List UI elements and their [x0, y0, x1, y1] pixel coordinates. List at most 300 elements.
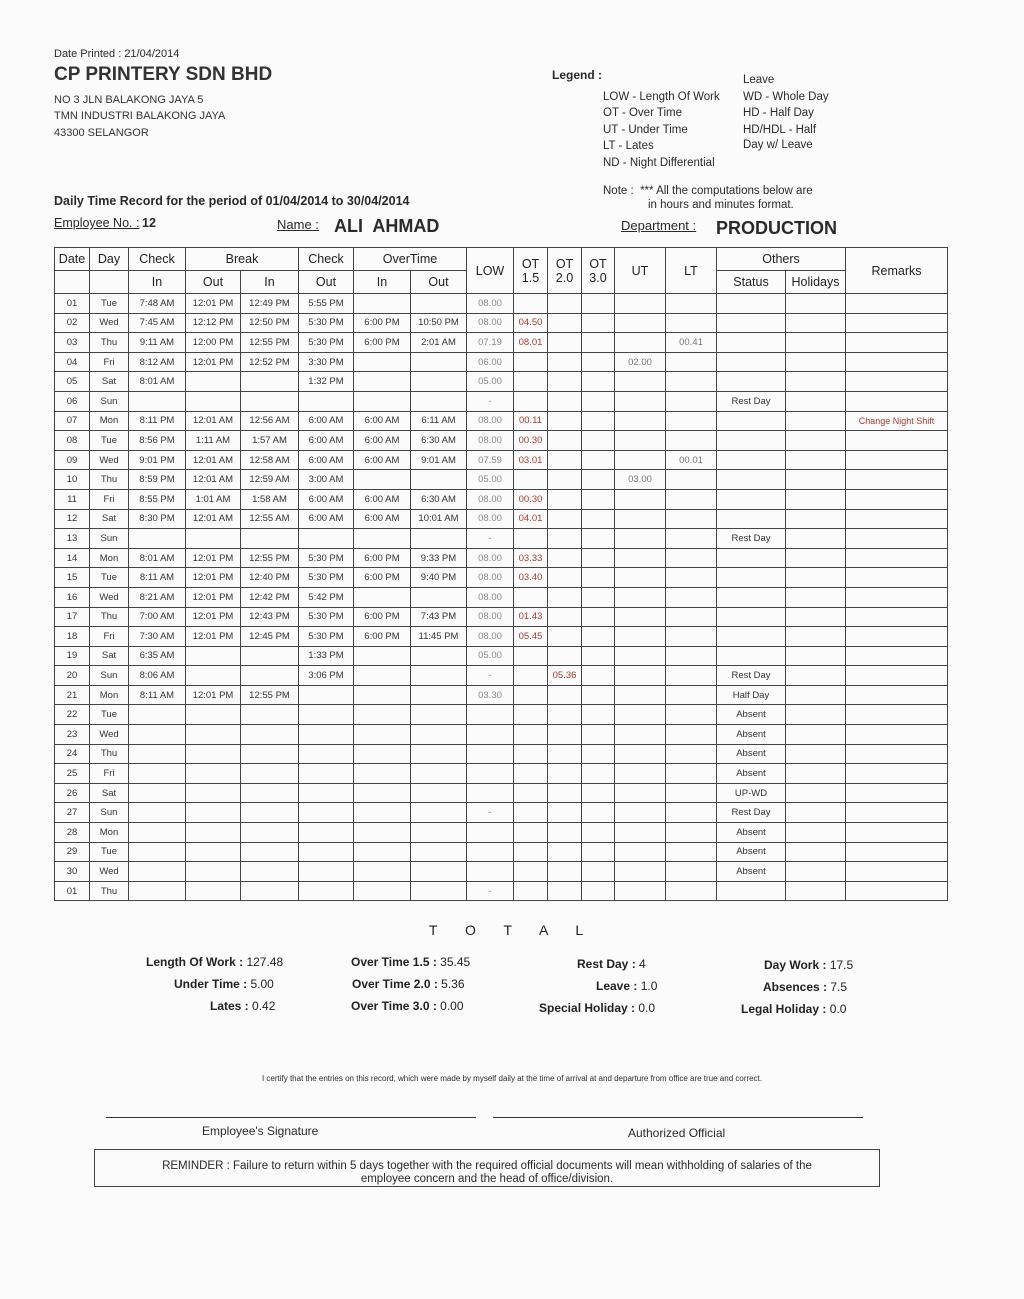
ot20-cell	[548, 587, 582, 607]
col-lt: LT	[666, 248, 717, 294]
ot30-cell	[582, 666, 615, 686]
reminder-line-2: employee concern and the head of office/division.	[360, 1173, 614, 1185]
day-cell: Wed	[90, 725, 129, 745]
ut-cell	[615, 823, 666, 843]
status-cell	[717, 881, 786, 901]
ot-in-cell: 6:00 AM	[354, 509, 411, 529]
date-cell: 23	[55, 725, 90, 745]
ot-in-cell	[354, 294, 411, 314]
ot30-cell	[582, 783, 615, 803]
break-in-cell: 12:45 PM	[241, 627, 299, 647]
ot20-cell	[548, 372, 582, 392]
ot20-cell	[548, 294, 582, 314]
check-out-cell	[299, 842, 354, 862]
ot-out-cell	[411, 294, 467, 314]
ot20-cell	[548, 881, 582, 901]
ut-cell	[615, 705, 666, 725]
break-out-cell	[186, 725, 241, 745]
remarks-cell: Change Night Shift	[846, 411, 948, 431]
ot30-cell	[582, 470, 615, 490]
break-in-cell	[241, 842, 299, 862]
holidays-cell	[786, 803, 846, 823]
ot15-cell	[514, 744, 548, 764]
check-out-cell: 1:33 PM	[299, 646, 354, 666]
col-check-in: In	[129, 271, 186, 294]
ot15-cell: 00.11	[514, 411, 548, 431]
check-in-cell	[129, 744, 186, 764]
remarks-cell	[846, 646, 948, 666]
check-in-cell: 8:12 AM	[129, 352, 186, 372]
col-status: Status	[717, 271, 786, 294]
ot20-cell	[548, 685, 582, 705]
table-row	[55, 294, 948, 314]
ot-in-cell	[354, 666, 411, 686]
status-cell: Absent	[717, 705, 786, 725]
ot-in-cell	[354, 783, 411, 803]
ot15-cell	[514, 803, 548, 823]
check-out-cell: 5:30 PM	[299, 568, 354, 588]
break-in-cell: 12:49 PM	[241, 294, 299, 314]
status-cell	[717, 294, 786, 314]
date-cell: 20	[55, 666, 90, 686]
day-cell: Mon	[90, 823, 129, 843]
low-cell: 08.00	[467, 607, 514, 627]
ot15-cell: 00.30	[514, 431, 548, 451]
check-in-cell	[129, 725, 186, 745]
ot-in-cell: 6:00 PM	[354, 568, 411, 588]
ot-in-cell	[354, 391, 411, 411]
table-row	[55, 803, 948, 823]
date-cell: 04	[55, 352, 90, 372]
low-cell: 03.30	[467, 685, 514, 705]
ut-cell	[615, 862, 666, 882]
break-out-cell: 12:01 PM	[186, 294, 241, 314]
ot-out-cell: 10:50 PM	[411, 313, 467, 333]
ut-cell	[615, 509, 666, 529]
ot-out-cell	[411, 646, 467, 666]
table-row	[55, 352, 948, 372]
remarks-cell	[846, 391, 948, 411]
status-cell	[717, 509, 786, 529]
day-cell: Wed	[90, 862, 129, 882]
ot20-cell	[548, 470, 582, 490]
ot15-cell: 04.50	[514, 313, 548, 333]
address-line-2: TMN INDUSTRI BALAKONG JAYA	[54, 110, 226, 122]
check-out-cell: 3:06 PM	[299, 666, 354, 686]
check-out-cell	[299, 881, 354, 901]
lt-cell	[666, 823, 717, 843]
lt-cell	[666, 313, 717, 333]
total-leave: Leave : 1.0	[596, 979, 658, 993]
day-cell: Thu	[90, 333, 129, 353]
ot15-cell	[514, 842, 548, 862]
total-ot-15: Over Time 1.5 : 35.45	[351, 955, 471, 969]
low-cell	[467, 744, 514, 764]
ut-cell	[615, 803, 666, 823]
holidays-cell	[786, 391, 846, 411]
holidays-cell	[786, 372, 846, 392]
low-cell: 05.00	[467, 470, 514, 490]
ot-out-cell	[411, 372, 467, 392]
table-row	[55, 489, 948, 509]
ot-out-cell: 7:43 PM	[411, 607, 467, 627]
break-out-cell: 12:01 PM	[186, 587, 241, 607]
date-cell: 18	[55, 627, 90, 647]
holidays-cell	[786, 627, 846, 647]
break-out-cell: 12:01 AM	[186, 470, 241, 490]
ot-out-cell	[411, 764, 467, 784]
ot30-cell	[582, 607, 615, 627]
check-in-cell: 8:06 AM	[129, 666, 186, 686]
ot20-cell	[548, 725, 582, 745]
ut-cell	[615, 391, 666, 411]
break-out-cell	[186, 842, 241, 862]
remarks-cell	[846, 470, 948, 490]
break-in-cell: 12:55 PM	[241, 333, 299, 353]
ot30-cell	[582, 823, 615, 843]
ot-out-cell	[411, 587, 467, 607]
break-in-cell: 12:55 PM	[241, 548, 299, 568]
status-cell	[717, 627, 786, 647]
legend-item: Leave	[743, 74, 775, 86]
check-in-cell	[129, 823, 186, 843]
holidays-cell	[786, 450, 846, 470]
break-in-cell	[241, 372, 299, 392]
low-cell	[467, 842, 514, 862]
date-cell: 16	[55, 587, 90, 607]
ot20-cell	[548, 803, 582, 823]
break-in-cell: 12:55 PM	[241, 685, 299, 705]
ot-out-cell: 6:30 AM	[411, 431, 467, 451]
ot30-cell	[582, 294, 615, 314]
ut-cell	[615, 372, 666, 392]
remarks-cell	[846, 744, 948, 764]
check-in-cell	[129, 783, 186, 803]
legend-item: UT - Under Time	[603, 124, 688, 136]
col-ut: UT	[615, 248, 666, 294]
lt-cell	[666, 352, 717, 372]
lt-cell	[666, 489, 717, 509]
col-holidays: Holidays	[786, 271, 846, 294]
holidays-cell	[786, 705, 846, 725]
lt-cell	[666, 294, 717, 314]
break-in-cell	[241, 391, 299, 411]
status-cell: Rest Day	[717, 391, 786, 411]
low-cell: 08.00	[467, 313, 514, 333]
ut-cell	[615, 607, 666, 627]
day-cell: Thu	[90, 607, 129, 627]
authorized-official-label: Authorized Official	[628, 1126, 726, 1140]
break-in-cell	[241, 529, 299, 549]
day-cell: Tue	[90, 294, 129, 314]
ot20-cell	[548, 823, 582, 843]
date-cell: 28	[55, 823, 90, 843]
employee-no-label: Employee No. :	[54, 216, 140, 230]
break-in-cell: 12:55 AM	[241, 509, 299, 529]
ot-out-cell	[411, 725, 467, 745]
table-row	[55, 744, 948, 764]
break-out-cell: 12:01 AM	[186, 411, 241, 431]
remarks-cell	[846, 627, 948, 647]
holidays-cell	[786, 685, 846, 705]
holidays-cell	[786, 352, 846, 372]
holidays-cell	[786, 489, 846, 509]
date-cell: 29	[55, 842, 90, 862]
ot30-cell	[582, 881, 615, 901]
remarks-cell	[846, 548, 948, 568]
table-row	[55, 823, 948, 843]
status-cell: Absent	[717, 842, 786, 862]
ot-out-cell: 9:40 PM	[411, 568, 467, 588]
legend-item: LOW - Length Of Work	[603, 91, 720, 103]
ot30-cell	[582, 431, 615, 451]
date-cell: 25	[55, 764, 90, 784]
check-out-cell: 3:00 AM	[299, 470, 354, 490]
table-row	[55, 568, 948, 588]
break-out-cell: 12:01 PM	[186, 627, 241, 647]
holidays-cell	[786, 607, 846, 627]
holidays-cell	[786, 842, 846, 862]
break-out-cell	[186, 372, 241, 392]
ot15-cell	[514, 391, 548, 411]
day-cell: Mon	[90, 685, 129, 705]
check-out-cell	[299, 823, 354, 843]
ot30-cell	[582, 548, 615, 568]
remarks-cell	[846, 803, 948, 823]
lt-cell	[666, 411, 717, 431]
legend-item: Day w/ Leave	[743, 139, 813, 151]
break-out-cell	[186, 862, 241, 882]
low-cell: 08.00	[467, 431, 514, 451]
table-row	[55, 764, 948, 784]
low-cell: -	[467, 803, 514, 823]
note-label: Note :	[603, 185, 634, 197]
ut-cell	[615, 783, 666, 803]
break-out-cell: 12:01 PM	[186, 685, 241, 705]
table-row	[55, 627, 948, 647]
department-label: Department :	[621, 218, 697, 233]
break-in-cell	[241, 803, 299, 823]
ot20-cell	[548, 862, 582, 882]
ot30-cell	[582, 391, 615, 411]
break-out-cell: 12:01 PM	[186, 548, 241, 568]
check-out-cell: 5:42 PM	[299, 587, 354, 607]
day-cell: Fri	[90, 627, 129, 647]
status-cell: Rest Day	[717, 529, 786, 549]
status-cell	[717, 372, 786, 392]
ut-cell	[615, 313, 666, 333]
day-cell: Sun	[90, 529, 129, 549]
col-low: LOW	[467, 248, 514, 294]
name-label: Name :	[277, 217, 319, 232]
check-in-cell	[129, 529, 186, 549]
break-out-cell	[186, 705, 241, 725]
ut-cell	[615, 842, 666, 862]
ot15-cell	[514, 764, 548, 784]
ot-in-cell: 6:00 AM	[354, 431, 411, 451]
break-in-cell: 12:58 AM	[241, 450, 299, 470]
reminder-line-1: REMINDER : Failure to return within 5 days together with the required official documents will mean withholding of salaries of the	[162, 1160, 812, 1172]
remarks-cell	[846, 842, 948, 862]
department-value: PRODUCTION	[716, 218, 837, 238]
day-cell: Mon	[90, 548, 129, 568]
status-cell	[717, 450, 786, 470]
check-in-cell	[129, 391, 186, 411]
date-cell: 15	[55, 568, 90, 588]
break-out-cell: 1:01 AM	[186, 489, 241, 509]
ot-out-cell	[411, 744, 467, 764]
date-cell: 09	[55, 450, 90, 470]
ot-in-cell	[354, 470, 411, 490]
break-in-cell: 12:43 PM	[241, 607, 299, 627]
col-break-in: In	[241, 271, 299, 294]
official-signature-line[interactable]	[493, 1117, 863, 1118]
break-in-cell	[241, 823, 299, 843]
legend-item: LT - Lates	[603, 140, 654, 152]
ot-in-cell: 6:00 PM	[354, 607, 411, 627]
check-in-cell: 8:21 AM	[129, 587, 186, 607]
ot-in-cell: 6:00 PM	[354, 313, 411, 333]
ot20-cell	[548, 529, 582, 549]
period-title: Daily Time Record for the period of 01/04/2014 to 30/04/2014	[54, 194, 410, 208]
holidays-cell	[786, 333, 846, 353]
break-in-cell	[241, 646, 299, 666]
break-in-cell	[241, 725, 299, 745]
col-break-group: Break	[186, 248, 299, 271]
day-cell: Sun	[90, 391, 129, 411]
break-in-cell	[241, 705, 299, 725]
holidays-cell	[786, 725, 846, 745]
table-row	[55, 313, 948, 333]
holidays-cell	[786, 313, 846, 333]
ot15-cell	[514, 372, 548, 392]
check-out-cell	[299, 391, 354, 411]
ot20-cell	[548, 352, 582, 372]
ot20-cell: 05.36	[548, 666, 582, 686]
col-overtime-group: OverTime	[354, 248, 467, 271]
lt-cell	[666, 529, 717, 549]
ot30-cell	[582, 313, 615, 333]
break-out-cell	[186, 803, 241, 823]
ot-out-cell	[411, 823, 467, 843]
holidays-cell	[786, 509, 846, 529]
holidays-cell	[786, 744, 846, 764]
ot20-cell	[548, 744, 582, 764]
note-text: *** All the computations below are	[640, 185, 813, 197]
holidays-cell	[786, 783, 846, 803]
low-cell: 08.00	[467, 587, 514, 607]
table-row	[55, 372, 948, 392]
col-check-out-group: Check	[299, 248, 354, 271]
ot-in-cell	[354, 764, 411, 784]
check-in-cell	[129, 705, 186, 725]
status-cell	[717, 470, 786, 490]
ot-out-cell	[411, 685, 467, 705]
status-cell	[717, 587, 786, 607]
holidays-cell	[786, 862, 846, 882]
total-legal-holiday: Legal Holiday : 0.0	[741, 1002, 847, 1016]
check-out-cell	[299, 685, 354, 705]
ut-cell	[615, 411, 666, 431]
lt-cell	[666, 372, 717, 392]
break-out-cell: 12:01 PM	[186, 568, 241, 588]
holidays-cell	[786, 294, 846, 314]
ot30-cell	[582, 587, 615, 607]
ot-out-cell	[411, 529, 467, 549]
ot30-cell	[582, 842, 615, 862]
lt-cell	[666, 842, 717, 862]
ut-cell	[615, 725, 666, 745]
ot30-cell	[582, 568, 615, 588]
remarks-cell	[846, 372, 948, 392]
reminder-box	[94, 1149, 880, 1187]
check-in-cell	[129, 881, 186, 901]
remarks-cell	[846, 431, 948, 451]
date-cell: 03	[55, 333, 90, 353]
total-ot-30: Over Time 3.0 : 0.00	[351, 999, 464, 1013]
holidays-cell	[786, 529, 846, 549]
ot-in-cell	[354, 646, 411, 666]
break-out-cell: 12:00 PM	[186, 333, 241, 353]
remarks-cell	[846, 450, 948, 470]
check-out-cell: 5:30 PM	[299, 607, 354, 627]
ot-in-cell: 6:00 AM	[354, 489, 411, 509]
table-row	[55, 450, 948, 470]
check-in-cell	[129, 862, 186, 882]
break-out-cell: 12:12 PM	[186, 313, 241, 333]
status-cell	[717, 568, 786, 588]
check-in-cell: 8:59 PM	[129, 470, 186, 490]
ot15-cell	[514, 725, 548, 745]
ut-cell	[615, 881, 666, 901]
date-cell: 26	[55, 783, 90, 803]
break-out-cell	[186, 764, 241, 784]
remarks-cell	[846, 764, 948, 784]
table-row	[55, 881, 948, 901]
col-remarks: Remarks	[846, 248, 948, 294]
lt-cell	[666, 725, 717, 745]
low-cell	[467, 725, 514, 745]
table-row	[55, 842, 948, 862]
ut-cell	[615, 529, 666, 549]
ot30-cell	[582, 744, 615, 764]
col-check-out: Out	[299, 271, 354, 294]
legend-item: HD/HDL - Half	[743, 124, 817, 136]
employee-signature-line[interactable]	[106, 1117, 476, 1118]
day-cell: Tue	[90, 842, 129, 862]
table-row	[55, 548, 948, 568]
legend-item: OT - Over Time	[603, 107, 683, 119]
lt-cell	[666, 431, 717, 451]
ot-out-cell	[411, 352, 467, 372]
ot-in-cell: 6:00 AM	[354, 411, 411, 431]
check-out-cell	[299, 725, 354, 745]
remarks-cell	[846, 333, 948, 353]
ot20-cell	[548, 450, 582, 470]
date-cell: 07	[55, 411, 90, 431]
low-cell: 06.00	[467, 352, 514, 372]
ot30-cell	[582, 803, 615, 823]
ot15-cell	[514, 783, 548, 803]
ot15-cell	[514, 352, 548, 372]
ot30-cell	[582, 411, 615, 431]
day-cell: Wed	[90, 313, 129, 333]
date-cell: 21	[55, 685, 90, 705]
company-name: CP PRINTERY SDN BHD	[54, 64, 273, 85]
check-in-cell: 8:01 AM	[129, 372, 186, 392]
col-check-in-group: Check	[129, 248, 186, 271]
ot15-cell	[514, 685, 548, 705]
